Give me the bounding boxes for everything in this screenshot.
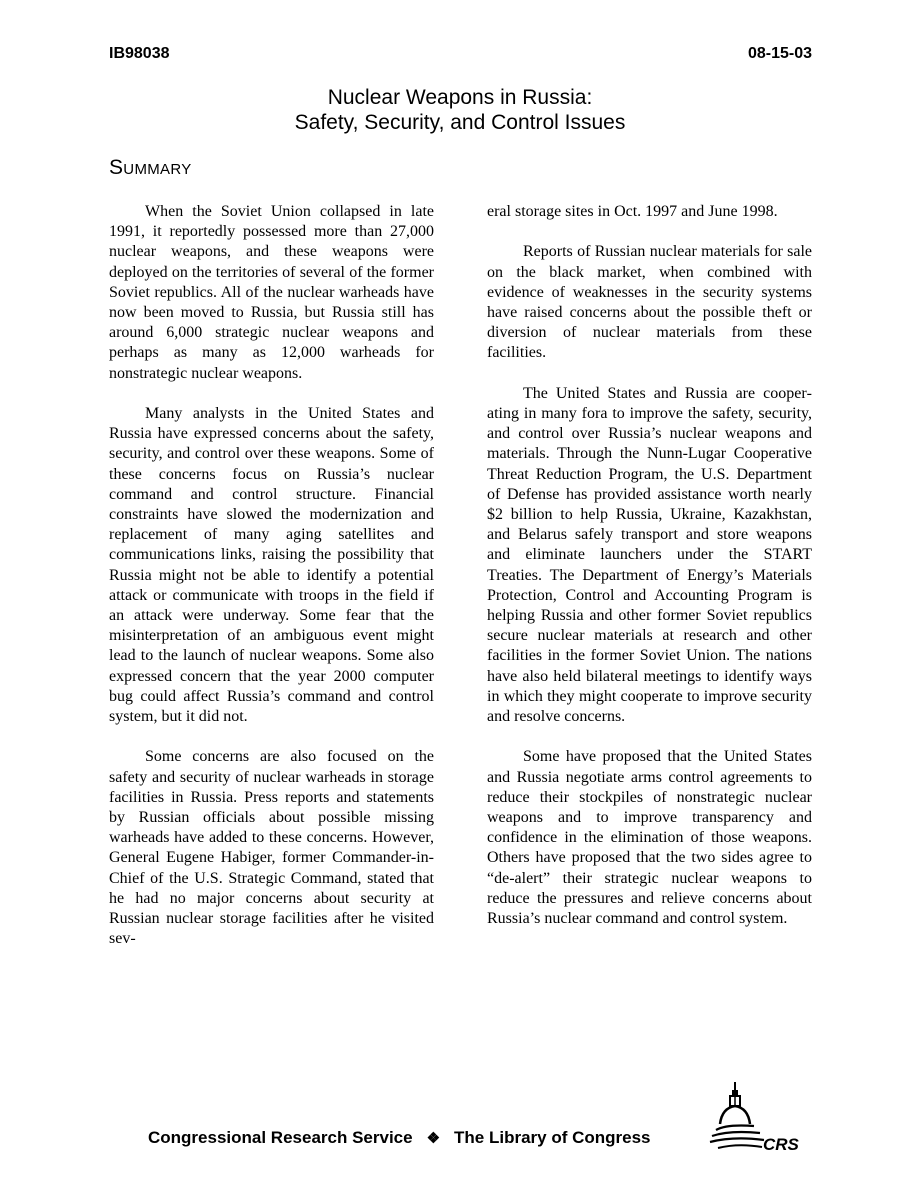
footer-credit xyxy=(148,1127,651,1150)
paragraph: Reports of Russian nuclear materials for sale on the black market, when combined with evidence of weaknesses in the security systems have raised concerns about the possible theft or diversion of nuclear materials from these facilities. xyxy=(487,243,812,362)
title-line-1: Nuclear Weapons in Russia: xyxy=(327,86,593,109)
paragraph: Some have proposed that the United States and Russia negotiate arms control agreements to reduce their stockpiles of nonstrategic nuclear weapons and to improve transparency and confidence in the elimination of those weapons. Others have proposed that the two sides agree to “de-alert” their strategic nuclear weapons to reduce the pressures and relieve concerns about Russia’s nuclear command and control system. xyxy=(487,748,812,928)
document-id: IB98038 xyxy=(109,45,170,62)
page-title xyxy=(0,85,920,135)
document-date: 08-15-03 xyxy=(747,45,812,62)
page-footer xyxy=(0,1124,920,1164)
paragraph: The United States and Russia are cooperating in many fora to improve the safety, security, and control over Russia’s nuclear weapons and materials. Through the Nunn-Lugar Cooperative Threat Reduction Program, the U.S. Department of Defense has provided assistance worth nearly $2 billion to help Russia, Ukraine, Kazakhstan, and Belarus safely transport and store weapons and eliminate launchers under the START Treaties. The Department of Energy’s Materials Protection, Control and Accounting Program is helping Russia and other former Soviet republics secure nuclear materials at research and other facilities in the former Soviet Union. The nations have also held bilateral meetings to identify ways in which they might cooperate to improve security and resolve concerns. xyxy=(487,384,812,726)
section-heading: Summary xyxy=(109,156,192,179)
right-column xyxy=(487,202,812,949)
footer-org: Congressional Research Service xyxy=(148,1128,413,1147)
left-column xyxy=(109,202,434,970)
paragraph: Many analysts in the United States and Russia have expressed concerns about the safety, security, and control over these weapons. Some of these concerns focus on Russia’s nuclear command and control structure. Financial constraints have slowed the modernization and replacement of many aging satellites and communications links, raising the possibility that Russia might not be able to identify a potential attack or communicate with troops in the field if an attack were underway. Some fear that the misinterpretation of an ambiguous event might lead to the launch of nuclear weapons. Some also expressed concern that the year 2000 computer bug could affect Russia’s command and control system, but it did not. xyxy=(109,405,434,726)
paragraph-continuation: eral storage sites in Oct. 1997 and June 1998. xyxy=(487,203,778,220)
capitol-dome-icon xyxy=(708,1080,808,1160)
footer-library: The Library of Congress xyxy=(454,1128,651,1147)
logo-text: CRS xyxy=(763,1135,799,1154)
separator-icon: ❖ xyxy=(426,1130,441,1147)
title-line-2: Safety, Security, and Control Issues xyxy=(294,111,626,134)
paragraph: When the Soviet Union collapsed in late 1991, it reportedly possessed more than 27,000 nuclear weapons, and these weapons were deployed on the territories of several of the former Soviet republics. All of the nuclear warheads have now been moved to Russia, but Russia still has around 6,000 strategic nuclear weapons and perhaps as many as 12,000 warheads for nonstrategic nuclear weapons. xyxy=(109,203,434,382)
paragraph: Some concerns are also focused on the safety and security of nuclear warheads in storage facilities in Russia. Press reports and statements by Russian officials about possible missing warheads have added to these concerns. However, General Eugene Habiger, former Commander-in-Chief of the U.S. Strategic Command, stated that he had no major concerns about security at Russian nuclear storage facilities after he visited sev- xyxy=(109,748,434,948)
